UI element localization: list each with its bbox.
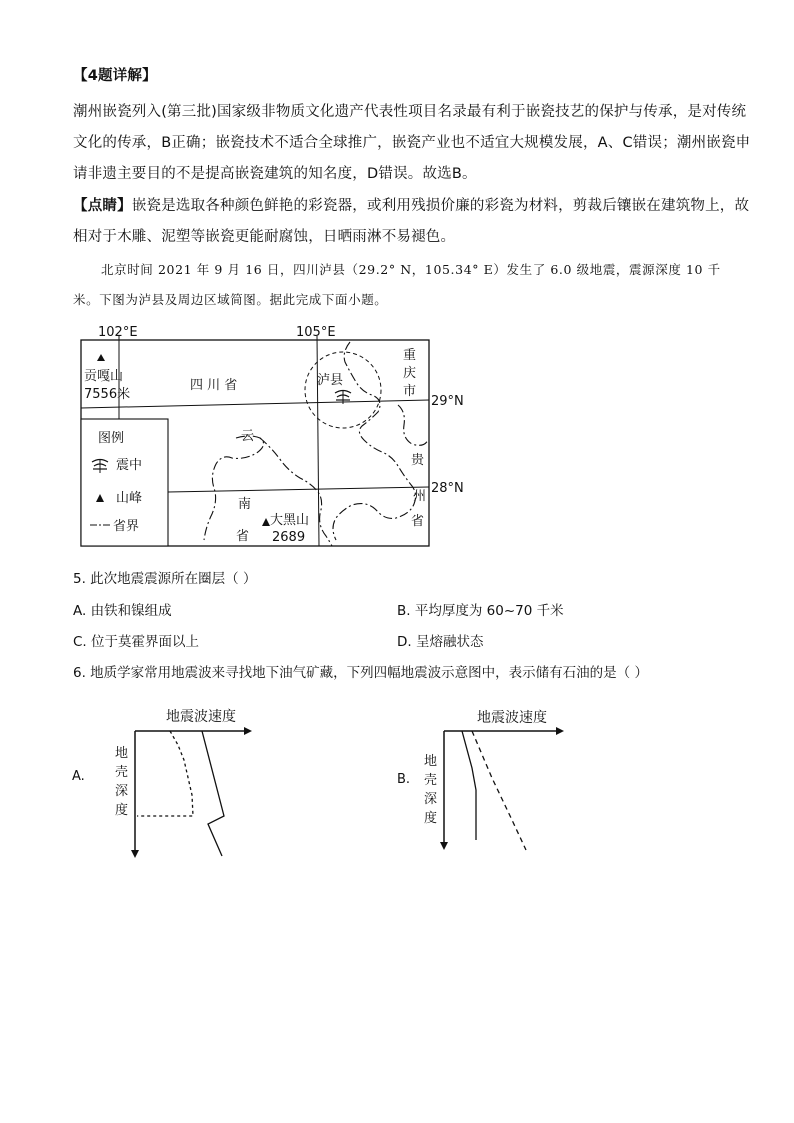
parallel-28 (168, 487, 429, 492)
county-luxian: 泸县 (317, 373, 344, 388)
intro-line-1: 北京时间 2021 年 9 月 16 日，四川泸县（29.2° N，105.34° E）发生了 6.0 级地震，震源深度 10 千 (101, 262, 721, 277)
graph-a-y-arrow (131, 850, 139, 858)
graph-a-axis-title: 地震波速度 (166, 709, 236, 725)
legend-quake-label: 震中 (116, 458, 143, 473)
q5-option-a[interactable]: A. 由铁和镍组成 (73, 603, 172, 619)
graph-b-label: B. (397, 772, 411, 787)
peak2-height: 2689 (272, 530, 306, 545)
guizhou-3: 省 (411, 514, 425, 529)
graph-a-label: A. (72, 769, 85, 784)
graph-a-swave (137, 731, 193, 816)
q5-stem: 5. 此次地震震源所在圈层（ ） (73, 571, 257, 587)
border-line-yunnan (204, 436, 264, 540)
lat-label-29: 29°N (431, 394, 464, 409)
explanation-line-2: 文化的传承，B正确；嵌瓷技术不适合全球推广，嵌瓷产业也不适宜大规模发展，A、C错误；潮州嵌瓷申 (73, 135, 751, 151)
graph-b-y-arrow (440, 842, 448, 850)
legend-title: 图例 (98, 431, 125, 446)
graph-b-x-arrow (556, 727, 564, 735)
graph-a-depth-3: 深 (115, 784, 129, 799)
explanation-line-1: 潮州嵌瓷列入(第三批)国家级非物质文化遗产代表性项目名录最有利于嵌瓷技艺的保护与传承，是对传统 (73, 104, 747, 120)
graph-b-depth-1: 地 (424, 754, 438, 769)
yunnan-2: 南 (238, 497, 252, 512)
graph-a-depth-1: 地 (115, 746, 129, 761)
chongqing-1: 重 (403, 348, 417, 363)
legend-peak-label: 山峰 (116, 491, 143, 506)
q6-stem: 6. 地质学家常用地震波来寻找地下油气矿藏，下列四幅地震波示意图中，表示储有石油的是（ ） (73, 665, 648, 681)
q5-option-b[interactable]: B. 平均厚度为 60~70 千米 (397, 603, 564, 619)
tip-label: 【点睛】 (73, 198, 132, 214)
tip-line-2: 相对于木雕、泥塑等嵌瓷更能耐腐蚀，日晒雨淋不易褪色。 (73, 229, 456, 245)
chongqing-2: 庆 (403, 366, 417, 381)
lon-label-105: 105°E (296, 325, 336, 340)
explanation-line-3: 请非遗主要目的不是提高嵌瓷建筑的知名度，D错误。故选B。 (73, 166, 477, 182)
q5-option-c[interactable]: C. 位于莫霍界面以上 (73, 634, 200, 650)
peak1-height: 7556米 (84, 387, 131, 402)
guizhou-1: 贵 (411, 453, 425, 468)
region-map (0, 0, 794, 560)
peak1-name: 贡嘎山 (84, 369, 124, 384)
yunnan-3: 省 (236, 529, 250, 544)
q5-option-d[interactable]: D. 呈熔融状态 (397, 634, 484, 650)
peak2-icon (262, 518, 270, 526)
peak2-name: 大黑山 (270, 513, 310, 528)
intro-line-2: 米。下图为泸县及周边区域简图。据此完成下面小题。 (73, 292, 388, 307)
graph-b-depth-3: 深 (424, 792, 438, 807)
legend-border-label: 省界 (113, 519, 140, 534)
graph-a-pwave (202, 731, 224, 856)
graph-b-axis-title: 地震波速度 (477, 710, 547, 726)
graph-b-depth-2: 壳 (424, 773, 438, 788)
graph-a-depth-4: 度 (115, 803, 129, 818)
graph-a[interactable] (60, 700, 260, 865)
yunnan-1: 云 (241, 429, 255, 444)
graph-a-depth-2: 壳 (115, 765, 129, 780)
graph-b-pwave (462, 731, 476, 840)
graph-b-depth-4: 度 (424, 811, 438, 826)
border-line-guizhou (398, 405, 428, 445)
section-heading: 【4题详解】 (73, 68, 157, 84)
graph-b[interactable] (380, 700, 580, 865)
lat-label-28: 28°N (431, 481, 464, 496)
lon-label-102: 102°E (98, 325, 138, 340)
graph-b-swave (472, 731, 526, 850)
peak-icon (97, 354, 105, 361)
tip-line-1: 嵌瓷是选取各种颜色鲜艳的彩瓷器，或利用残损价廉的彩瓷为材料，剪裁后镶嵌在建筑物上，故 (131, 198, 750, 214)
province-sichuan: 四 川 省 (190, 378, 238, 393)
guizhou-2: 州 (413, 489, 427, 504)
chongqing-3: 市 (403, 384, 417, 399)
meridian-105 (317, 336, 319, 546)
graph-a-x-arrow (244, 727, 252, 735)
